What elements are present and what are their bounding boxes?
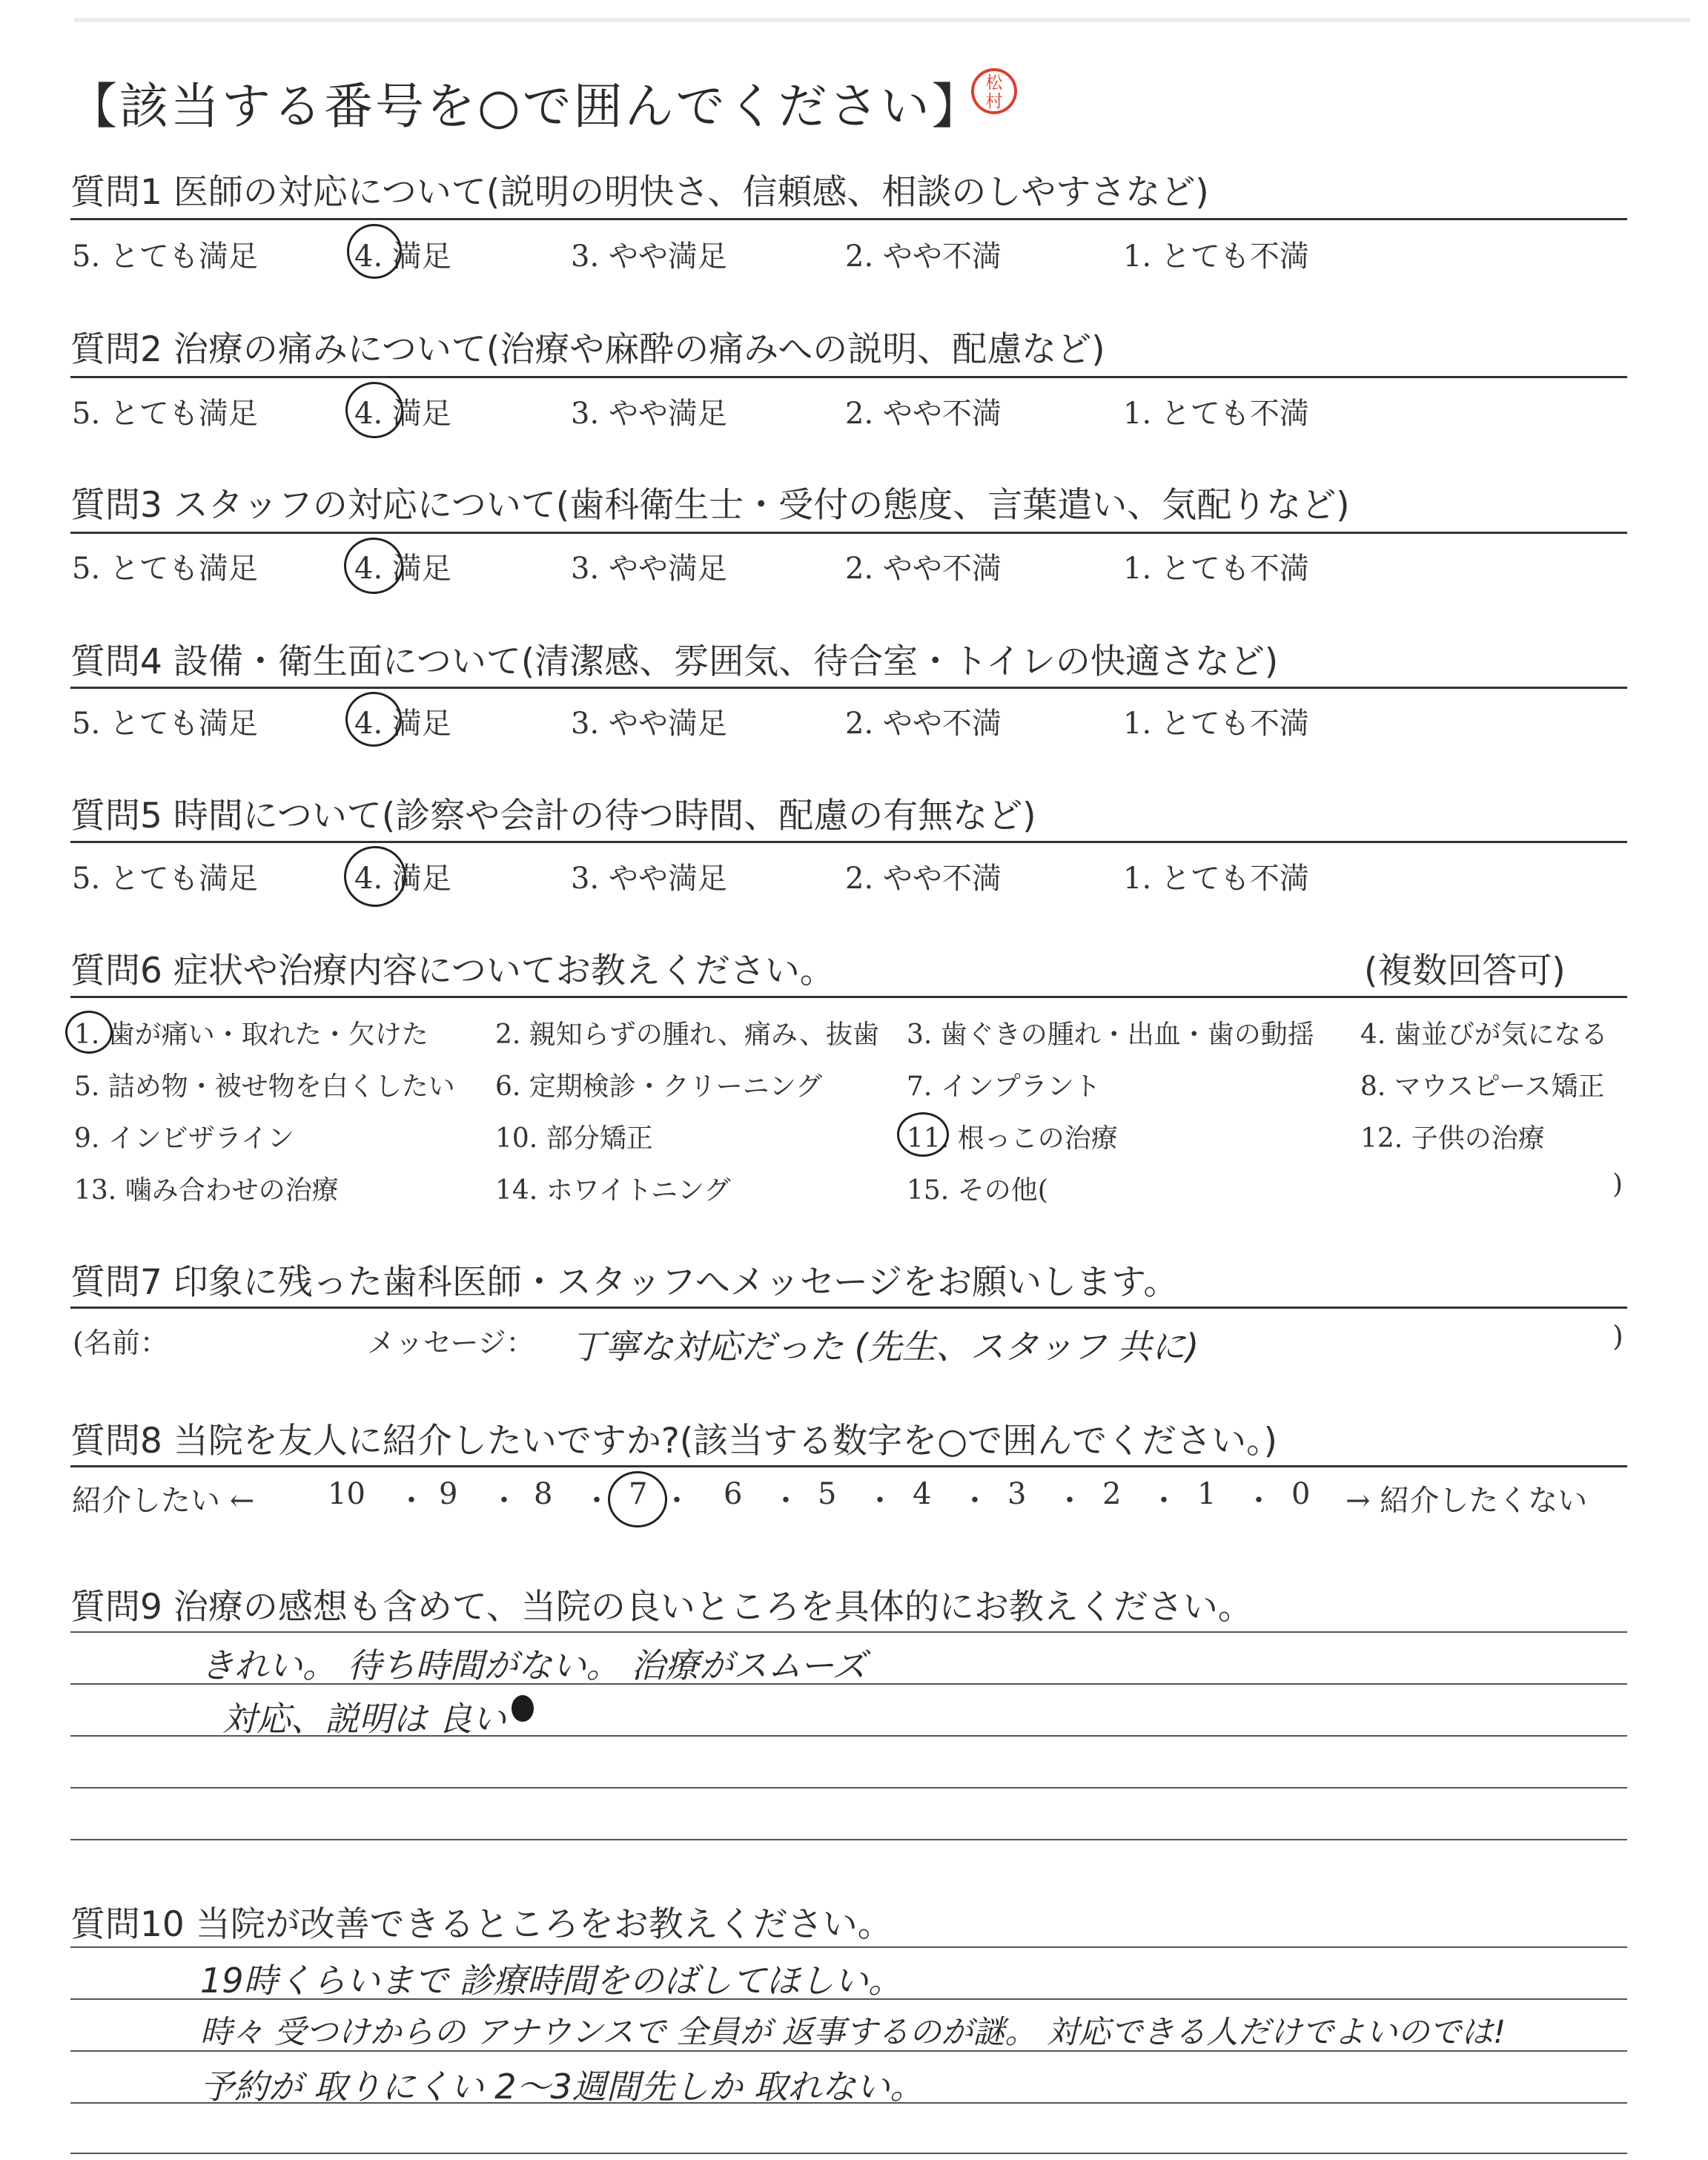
question-2-label: 質問2 治療の痛みについて(治療や麻酔の痛みへの説明、配慮など) [70, 329, 1105, 370]
symptom-option[interactable]: 9. インビザライン [74, 1123, 294, 1154]
symptom-option[interactable]: 14. ホワイトニング [495, 1175, 731, 1206]
scale-value[interactable]: 1 [1197, 1477, 1217, 1511]
symptom-option[interactable]: 7. インプラント [907, 1071, 1101, 1102]
scale-separator-dot: ・ [489, 1484, 519, 1518]
scale-separator-dot: ・ [1149, 1484, 1179, 1518]
option-somewhat-satisfied[interactable]: 3. やや満足 [571, 707, 727, 741]
selected-option-circle [344, 846, 406, 907]
scale-separator-dot: ・ [662, 1484, 692, 1518]
good-points-answer-line-2[interactable]: 対応、説明は 良い [222, 1699, 506, 1739]
option-very-satisfied[interactable]: 5. とても満足 [72, 397, 258, 431]
option-very-dissatisfied[interactable]: 1. とても不満 [1123, 240, 1309, 274]
option-very-satisfied[interactable]: 5. とても満足 [72, 240, 258, 274]
option-satisfied[interactable]: 4. 満足 [354, 240, 451, 274]
message-close-paren: ) [1612, 1320, 1623, 1353]
question-divider [70, 996, 1627, 998]
option-satisfied[interactable]: 4. 満足 [354, 397, 451, 431]
option-very-dissatisfied[interactable]: 1. とても不満 [1123, 397, 1309, 431]
option-somewhat-dissatisfied[interactable]: 2. やや不満 [845, 240, 1002, 274]
question-divider [70, 218, 1627, 220]
scale-separator-dot: ・ [960, 1484, 990, 1518]
symptom-option[interactable]: 6. 定期検診・クリーニング [495, 1071, 823, 1102]
other-close-paren: ) [1612, 1169, 1623, 1200]
scale-value[interactable]: 6 [724, 1477, 743, 1511]
question-divider [70, 841, 1627, 843]
multiple-answers-note: (複数回答可) [1364, 951, 1566, 991]
answer-line [70, 1631, 1627, 1633]
selected-option-circle [897, 1112, 949, 1157]
option-very-satisfied[interactable]: 5. とても満足 [72, 862, 258, 896]
scale-value[interactable]: 3 [1007, 1477, 1027, 1511]
scale-separator-dot: ・ [582, 1484, 612, 1518]
option-satisfied[interactable]: 4. 満足 [354, 862, 451, 896]
question-9-label: 質問9 治療の感想も含めて、当院の良いところを具体的にお教えください。 [70, 1587, 1253, 1628]
symptom-option[interactable]: 8. マウスピース矯正 [1360, 1071, 1605, 1102]
option-somewhat-satisfied[interactable]: 3. やや満足 [571, 862, 727, 896]
question-6-label: 質問6 症状や治療内容についてお教えください。 [70, 951, 835, 991]
option-somewhat-dissatisfied[interactable]: 2. やや不満 [845, 397, 1002, 431]
scale-value[interactable]: 7 [629, 1477, 648, 1511]
answer-line [70, 1787, 1627, 1789]
answer-line [70, 2153, 1627, 2154]
scale-value[interactable]: 5 [818, 1477, 837, 1511]
scale-separator-dot: ・ [865, 1484, 895, 1518]
scale-separator-dot: ・ [397, 1484, 426, 1518]
scale-value[interactable]: 2 [1102, 1477, 1122, 1511]
scale-separator-dot: ・ [1055, 1484, 1085, 1518]
symptom-option[interactable]: 13. 噛み合わせの治療 [74, 1175, 339, 1206]
selected-option-circle [345, 692, 402, 747]
symptom-option[interactable]: 12. 子供の治療 [1360, 1123, 1545, 1154]
question-8-label: 質問8 当院を友人に紹介したいですか?(該当する数字を○で囲んでください。) [70, 1421, 1277, 1462]
option-very-satisfied[interactable]: 5. とても満足 [72, 707, 258, 741]
option-very-satisfied[interactable]: 5. とても満足 [72, 552, 258, 586]
option-somewhat-dissatisfied[interactable]: 2. やや不満 [845, 862, 1002, 896]
selected-scale-circle [608, 1471, 667, 1527]
option-somewhat-satisfied[interactable]: 3. やや満足 [571, 552, 727, 586]
selected-option-circle [344, 538, 403, 594]
question-10-label: 質問10 当院が改善できるところをお教えください。 [70, 1904, 893, 1945]
selected-option-circle [347, 224, 402, 279]
answer-line [70, 1839, 1627, 1840]
recommend-right-label: → 紹介したくない [1345, 1484, 1588, 1518]
question-divider [70, 376, 1627, 378]
scale-separator-dot: ・ [1244, 1484, 1274, 1518]
symptom-option[interactable]: 3. 歯ぐきの腫れ・出血・歯の動揺 [907, 1020, 1314, 1050]
option-somewhat-satisfied[interactable]: 3. やや満足 [571, 397, 727, 431]
scale-value[interactable]: 0 [1291, 1477, 1311, 1511]
selected-option-circle [65, 1011, 113, 1054]
improvement-answer-line-1[interactable]: 19時くらいまで 診療時間をのばしてほしい。 [200, 1961, 903, 2001]
answer-line [70, 1946, 1627, 1948]
symptom-option[interactable]: 4. 歯並びが気になる [1360, 1020, 1608, 1050]
improvement-answer-line-2[interactable]: 時々 受つけからの アナウンスで 全員が 返事するのが謎。 対応できる人だけでよいのでは! [200, 2014, 1506, 2051]
name-seal-stamp: 松 村 [971, 68, 1017, 114]
scale-value[interactable]: 8 [534, 1477, 553, 1511]
message-label: メッセージ： [367, 1327, 534, 1359]
question-4-label: 質問4 設備・衛生面について(清潔感、雰囲気、待合室・トイレの快適さなど) [70, 641, 1279, 682]
option-somewhat-dissatisfied[interactable]: 2. やや不満 [845, 707, 1002, 741]
message-answer[interactable]: 丁寧な対応だった (先生、スタッフ 共に) [571, 1327, 1199, 1367]
symptom-option[interactable]: 5. 詰め物・被せ物を白くしたい [74, 1071, 455, 1102]
symptom-option[interactable]: 15. その他( [907, 1175, 1048, 1206]
name-label: (名前： [73, 1327, 168, 1359]
option-very-dissatisfied[interactable]: 1. とても不満 [1123, 707, 1309, 741]
question-divider [70, 1465, 1627, 1467]
symptom-option[interactable]: 1. 歯が痛い・取れた・欠けた [74, 1020, 428, 1050]
scale-value[interactable]: 10 [328, 1477, 365, 1511]
question-divider [70, 532, 1627, 534]
scale-value[interactable]: 9 [439, 1477, 458, 1511]
question-divider [70, 687, 1627, 689]
option-very-dissatisfied[interactable]: 1. とても不満 [1123, 552, 1309, 586]
option-somewhat-satisfied[interactable]: 3. やや満足 [571, 240, 727, 274]
ink-blot [512, 1695, 534, 1722]
recommend-left-label: 紹介したい ← [72, 1484, 255, 1518]
option-satisfied[interactable]: 4. 満足 [354, 707, 451, 741]
question-divider [70, 1307, 1627, 1309]
good-points-answer-line-1[interactable]: きれい。 待ち時間がない。 治療がスムーズ [200, 1645, 867, 1685]
scale-value[interactable]: 4 [913, 1477, 932, 1511]
question-5-label: 質問5 時間について(診察や会計の待つ時間、配慮の有無など) [70, 796, 1036, 836]
symptom-option[interactable]: 10. 部分矯正 [495, 1123, 653, 1154]
page-title: 【該当する番号を○で囲んでください】 [68, 78, 983, 135]
improvement-answer-line-3[interactable]: 予約が 取りにくい 2〜3週間先しか 取れない。 [200, 2067, 924, 2107]
symptom-option[interactable]: 2. 親知らずの腫れ、痛み、抜歯 [495, 1020, 880, 1050]
scan-top-edge [74, 18, 1690, 22]
question-1-label: 質問1 医師の対応について(説明の明快さ、信頼感、相談のしやすさなど) [70, 172, 1209, 213]
question-7-label: 質問7 印象に残った歯科医師・スタッフへメッセージをお願いします。 [70, 1262, 1179, 1303]
selected-option-circle [345, 382, 403, 438]
option-very-dissatisfied[interactable]: 1. とても不満 [1123, 862, 1309, 896]
option-satisfied[interactable]: 4. 満足 [354, 552, 451, 586]
symptom-option[interactable]: 11. 根っこの治療 [907, 1123, 1118, 1154]
option-somewhat-dissatisfied[interactable]: 2. やや不満 [845, 552, 1002, 586]
question-3-label: 質問3 スタッフの対応について(歯科衛生士・受付の態度、言葉遣い、気配りなど) [70, 485, 1350, 526]
scale-separator-dot: ・ [771, 1484, 801, 1518]
